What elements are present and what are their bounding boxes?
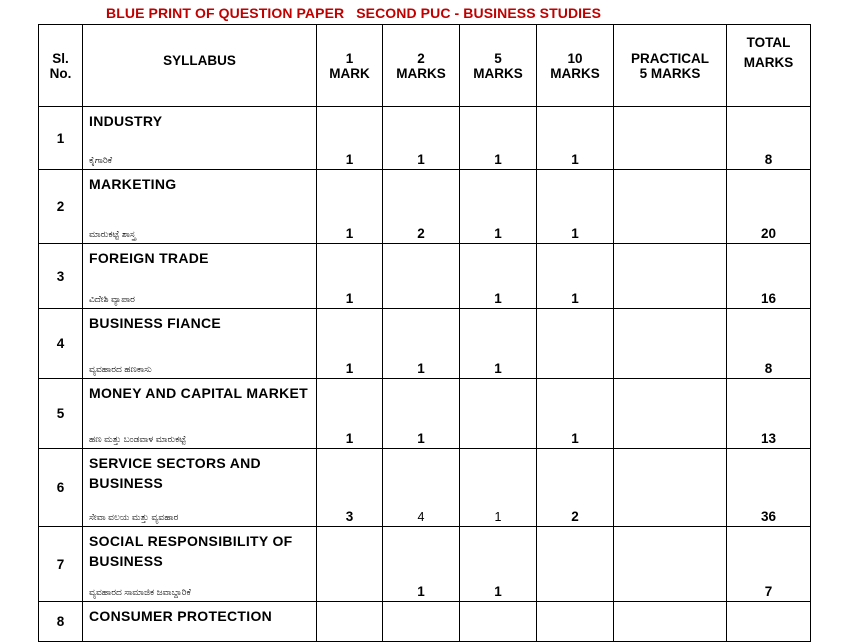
header-total-marks (727, 25, 811, 107)
total-marks-cell: 13 (727, 379, 811, 449)
ten-marks-cell (537, 602, 614, 642)
header-10-marks-top: 10 (567, 51, 583, 66)
syllabus-cell (83, 107, 317, 170)
topic-kannada: ವಿದೇಶಿ ವ್ಯಾಪಾರ (89, 294, 135, 304)
one-mark-cell: 1 (317, 107, 383, 170)
header-row (39, 25, 811, 107)
syllabus-cell (83, 449, 317, 527)
ten-marks-cell: 1 (537, 244, 614, 309)
topic-kannada: ಹಣ ಮತ್ತು ಬಂಡವಾಳ ಮಾರುಕಟ್ಟೆ (89, 434, 187, 444)
header-1-mark-top: 1 (345, 51, 354, 66)
table-row (39, 449, 811, 527)
syllabus-cell (83, 244, 317, 309)
header-syllabus (83, 25, 317, 107)
topic-english: MARKETING (89, 176, 177, 192)
header-sl-top: Sl. (52, 51, 69, 66)
header-total-label: TOTAL MARKS (743, 35, 794, 70)
table-row (39, 244, 811, 309)
sl-no-cell: 7 (39, 527, 83, 602)
practical-cell (614, 379, 727, 449)
five-marks-cell: 1 (460, 527, 537, 602)
two-marks-cell: 1 (383, 379, 460, 449)
practical-cell (614, 309, 727, 379)
blueprint-table (38, 24, 811, 642)
five-marks-cell: 1 (460, 107, 537, 170)
document-title: BLUE PRINT OF QUESTION PAPER SECOND PUC - BUSINESS STUDIES (106, 5, 602, 21)
total-marks-cell (727, 602, 811, 642)
two-marks-cell: 4 (383, 449, 460, 527)
header-practical-top: PRACTICAL (631, 51, 709, 66)
practical-cell (614, 170, 727, 244)
practical-cell (614, 244, 727, 309)
ten-marks-cell (537, 309, 614, 379)
one-mark-cell: 1 (317, 170, 383, 244)
header-5-marks-top: 5 (494, 51, 502, 66)
total-marks-cell: 16 (727, 244, 811, 309)
one-mark-cell: 1 (317, 309, 383, 379)
practical-cell (614, 527, 727, 602)
header-5-marks (460, 25, 537, 107)
five-marks-cell: 1 (460, 170, 537, 244)
topic-english: FOREIGN TRADE (89, 250, 209, 266)
one-mark-cell: 3 (317, 449, 383, 527)
table-row (39, 170, 811, 244)
one-mark-cell: 1 (317, 244, 383, 309)
topic-english: CONSUMER PROTECTION (89, 608, 273, 624)
five-marks-cell: 1 (460, 244, 537, 309)
topic-kannada: ವ್ಯವಹಾರದ ಹಣಕಾಸು (89, 364, 152, 374)
syllabus-cell (83, 379, 317, 449)
practical-cell (614, 602, 727, 642)
one-mark-cell: 1 (317, 379, 383, 449)
topic-english: MONEY AND CAPITAL MARKET (89, 385, 309, 401)
header-5-marks-bottom: MARKS (473, 66, 523, 81)
sl-no-cell: 1 (39, 107, 83, 170)
practical-cell (614, 107, 727, 170)
header-2-marks-bottom: MARKS (396, 66, 446, 81)
header-sl-no (39, 25, 83, 107)
table-row (39, 309, 811, 379)
two-marks-cell: 1 (383, 309, 460, 379)
topic-kannada: ವ್ಯವಹಾರದ ಸಾಮಾಜಿಕ ಜವಾಬ್ದಾರಿಕೆ (89, 587, 191, 597)
two-marks-cell (383, 244, 460, 309)
five-marks-cell: 1 (460, 309, 537, 379)
table-row (39, 527, 811, 602)
ten-marks-cell: 2 (537, 449, 614, 527)
total-marks-cell: 20 (727, 170, 811, 244)
header-2-marks-top: 2 (417, 51, 425, 66)
ten-marks-cell: 1 (537, 379, 614, 449)
one-mark-cell (317, 602, 383, 642)
header-1-mark-bottom: MARK (329, 66, 370, 81)
header-10-marks-bottom: MARKS (550, 66, 600, 81)
two-marks-cell (383, 602, 460, 642)
header-sl-bottom: No. (49, 66, 72, 81)
two-marks-cell: 2 (383, 170, 460, 244)
sl-no-cell: 5 (39, 379, 83, 449)
total-marks-cell: 8 (727, 309, 811, 379)
topic-english: BUSINESS FIANCE (89, 315, 222, 331)
table-row (39, 602, 811, 642)
total-marks-cell: 8 (727, 107, 811, 170)
one-mark-cell (317, 527, 383, 602)
topic-english: INDUSTRY (89, 113, 163, 129)
table-row (39, 107, 811, 170)
header-practical-bottom: 5 MARKS (639, 66, 701, 81)
table-row (39, 379, 811, 449)
sl-no-cell: 2 (39, 170, 83, 244)
syllabus-cell (83, 309, 317, 379)
five-marks-cell (460, 602, 537, 642)
header-2-marks (383, 25, 460, 107)
two-marks-cell: 1 (383, 527, 460, 602)
header-1-mark (317, 25, 383, 107)
two-marks-cell: 1 (383, 107, 460, 170)
header-syllabus-label: SYLLABUS (163, 53, 236, 68)
total-marks-cell: 36 (727, 449, 811, 527)
ten-marks-cell (537, 527, 614, 602)
ten-marks-cell: 1 (537, 107, 614, 170)
syllabus-cell (83, 602, 317, 642)
topic-kannada: ಮಾರುಕಟ್ಟೆ ಶಾಸ್ತ್ರ (89, 229, 136, 239)
syllabus-cell (83, 527, 317, 602)
five-marks-cell (460, 379, 537, 449)
sl-no-cell: 8 (39, 602, 83, 642)
syllabus-cell (83, 170, 317, 244)
header-practical (614, 25, 727, 107)
ten-marks-cell: 1 (537, 170, 614, 244)
topic-kannada: ಕೈಗಾರಿಕೆ (89, 155, 113, 165)
topic-english: SOCIAL RESPONSIBILITY OF BUSINESS (89, 533, 293, 569)
practical-cell (614, 449, 727, 527)
sl-no-cell: 6 (39, 449, 83, 527)
total-marks-cell: 7 (727, 527, 811, 602)
header-10-marks (537, 25, 614, 107)
topic-english: SERVICE SECTORS AND BUSINESS (89, 455, 261, 491)
sl-no-cell: 4 (39, 309, 83, 379)
topic-kannada: ಸೇವಾ ವಲಯ ಮತ್ತು ವ್ಯವಹಾರ (89, 512, 179, 522)
five-marks-cell: 1 (460, 449, 537, 527)
sl-no-cell: 3 (39, 244, 83, 309)
